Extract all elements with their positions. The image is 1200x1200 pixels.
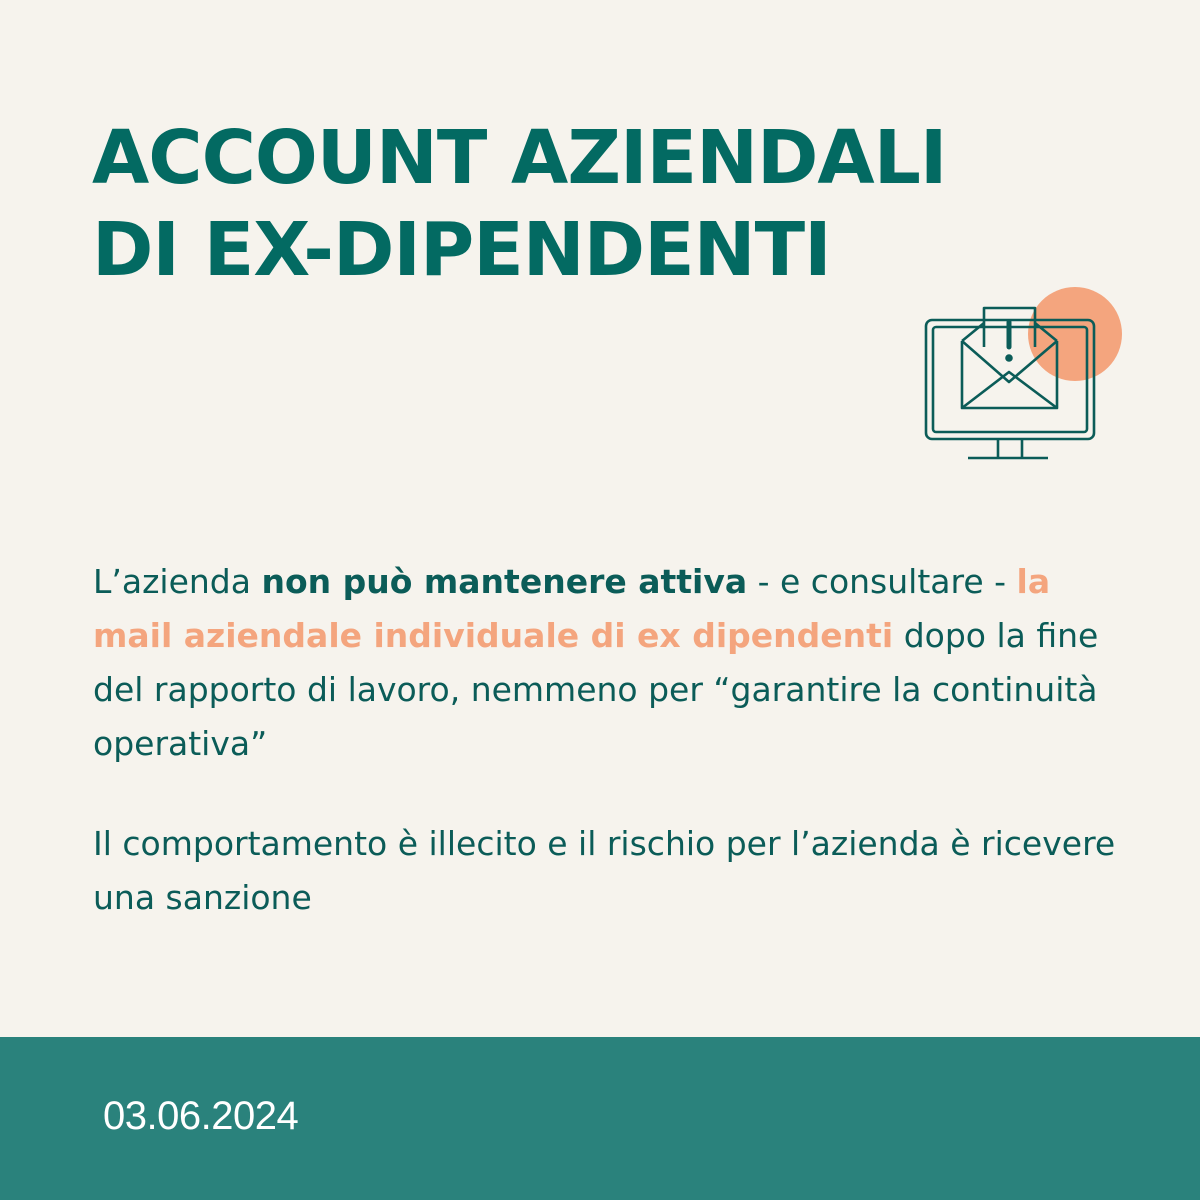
page-title	[92, 112, 946, 296]
text-segment: L’azienda	[93, 562, 262, 601]
text-segment: - e consultare -	[747, 562, 1017, 601]
date-label: 03.06.2024	[103, 1094, 299, 1138]
footer-bar	[0, 1037, 1200, 1200]
title-line-1: ACCOUNT AZIENDALI	[92, 115, 947, 201]
body-text	[93, 555, 1123, 925]
text-segment: dopo la fine del rapporto di lavoro, nemmeno per “garantire la continuità operativa”	[93, 616, 1099, 763]
emphasis-text: non può mantenere attiva	[261, 562, 748, 601]
computer-email-alert-icon	[918, 280, 1128, 465]
paragraph-1	[93, 555, 1123, 771]
paragraph-2: Il comportamento è illecito e il rischio per l’azienda è ricevere una sanzione	[93, 824, 1116, 917]
highlight-text: la mail aziendale individuale di ex dipendenti	[93, 562, 1051, 655]
title-line-2: DI EX-DIPENDENTI	[92, 207, 831, 293]
